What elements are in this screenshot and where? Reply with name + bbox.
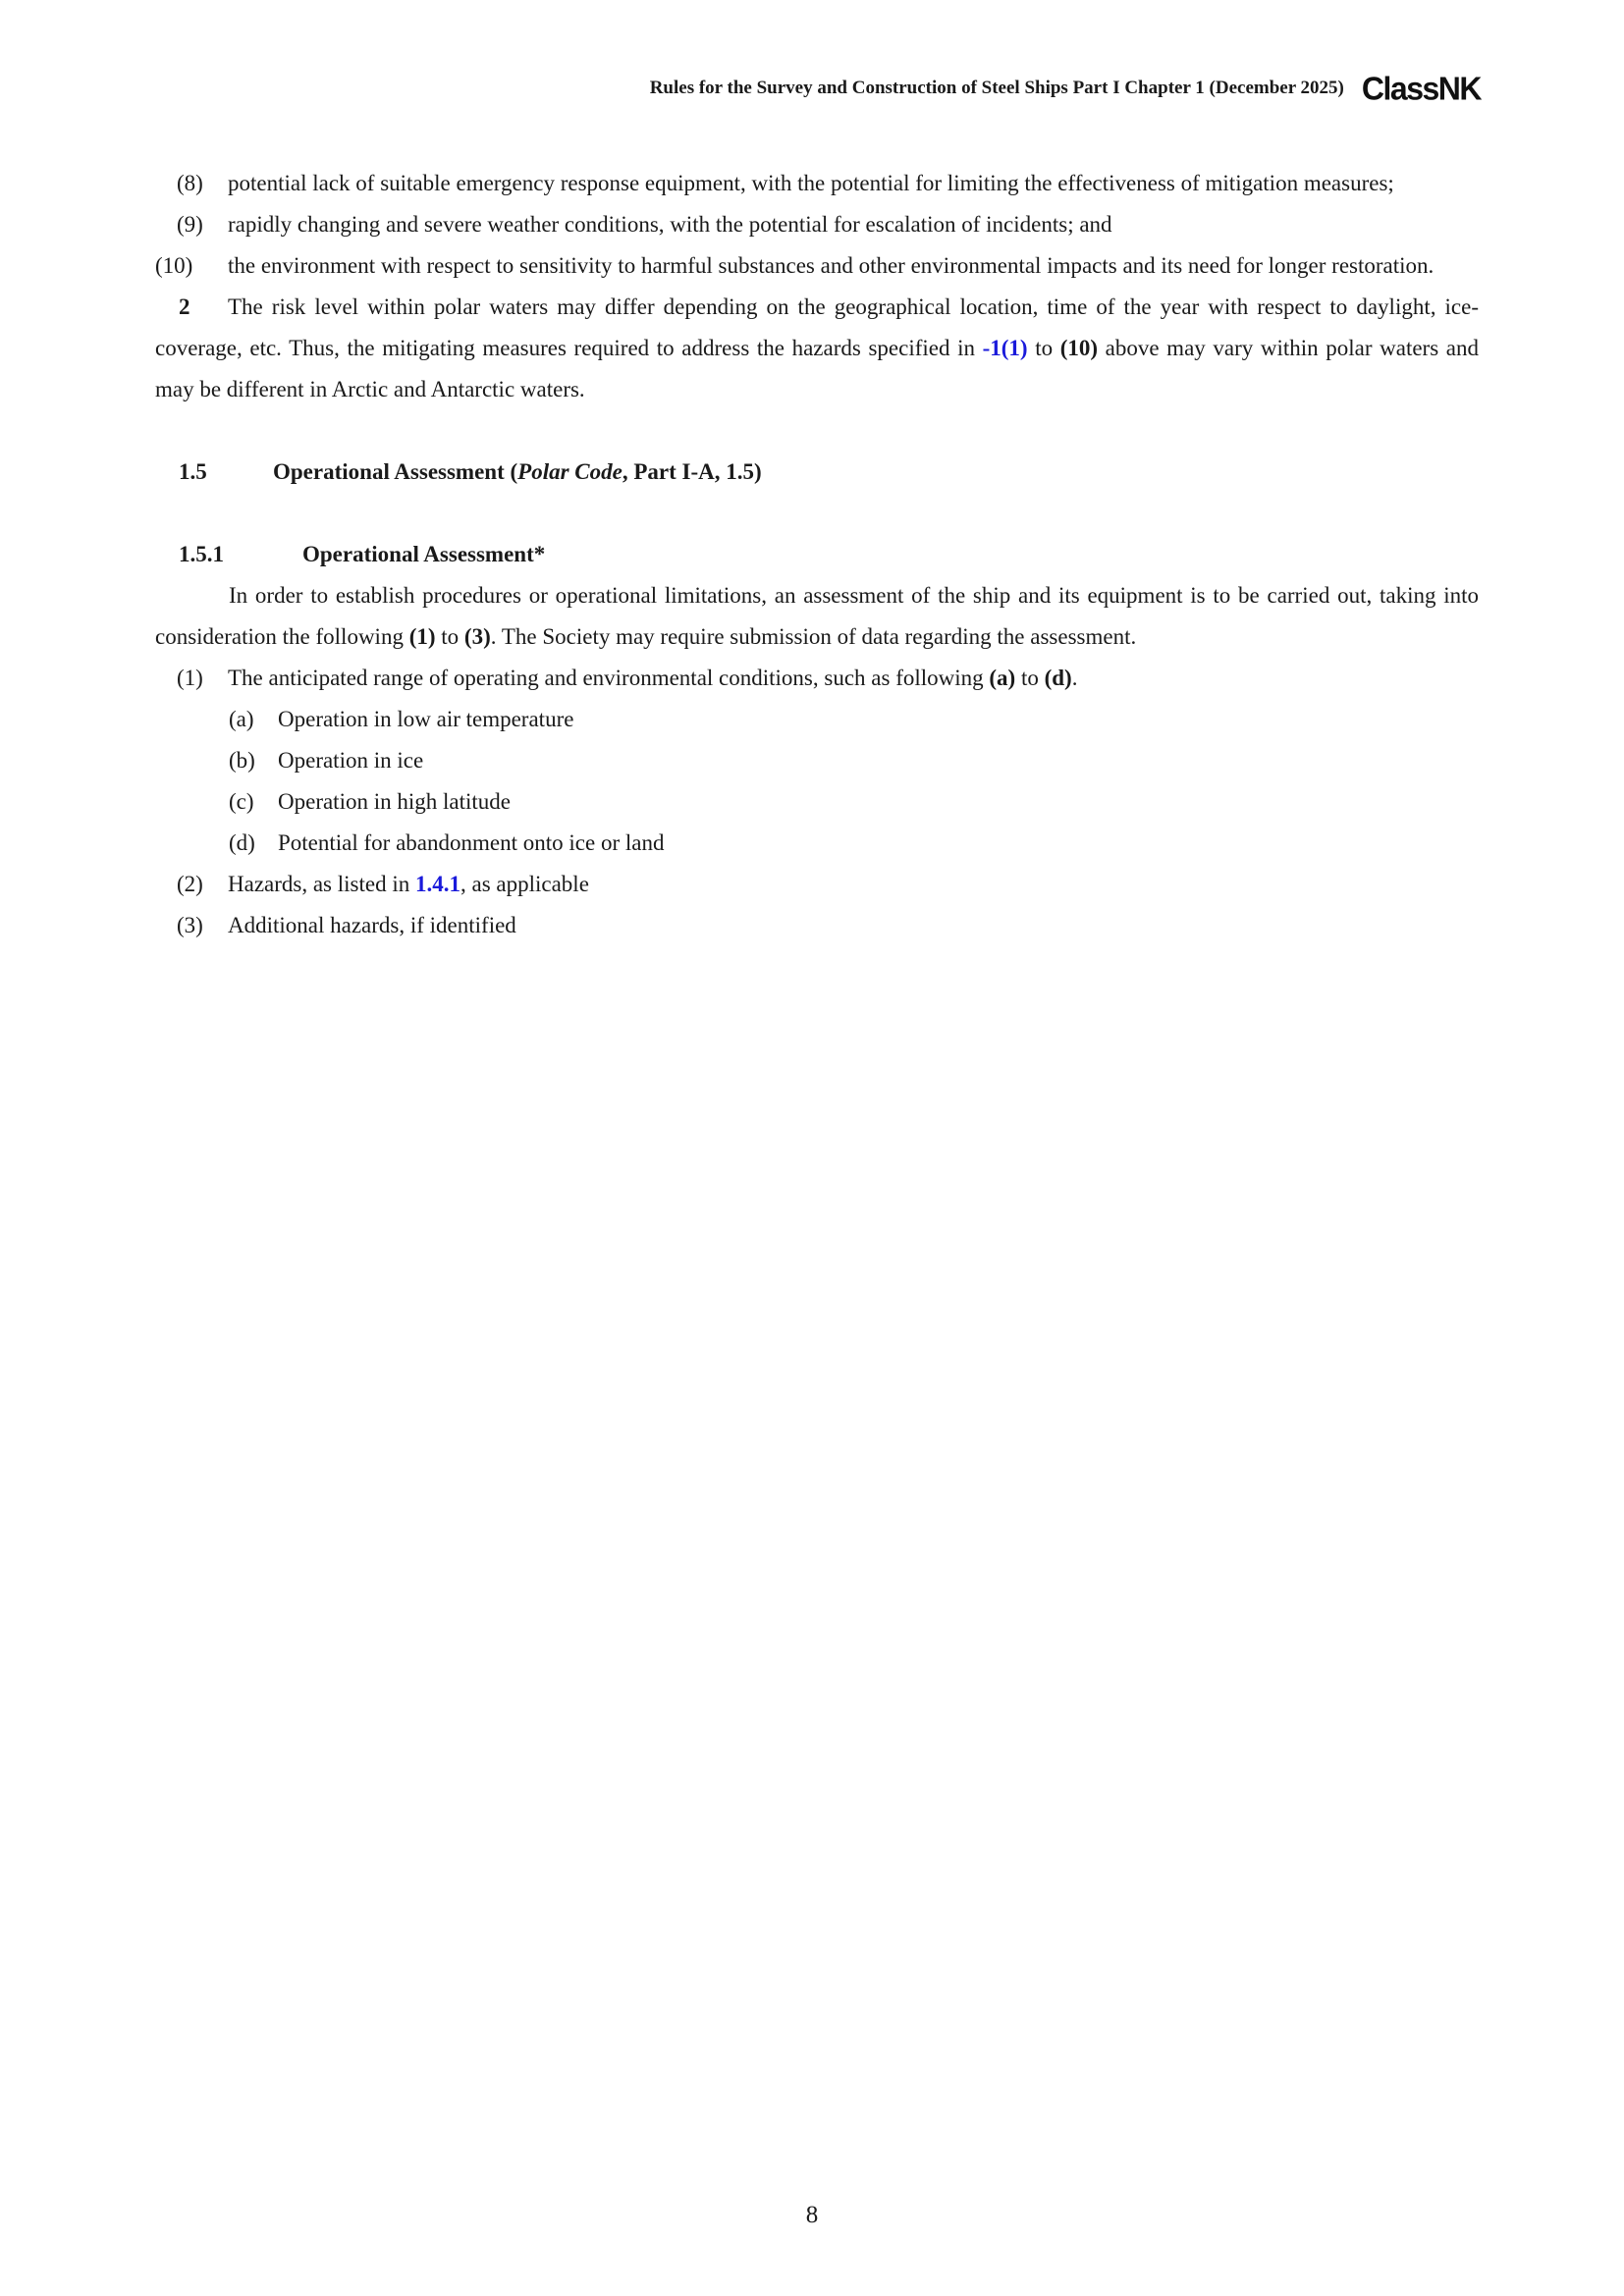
section-number: 1.5	[179, 459, 207, 484]
section-title-text: Operational Assessment (	[273, 459, 518, 484]
paragraph-2	[155, 287, 1479, 410]
bold-reference: (a)	[989, 666, 1016, 690]
subsection-title: Operational Assessment*	[302, 542, 546, 566]
paragraph-text: The risk level within polar waters may differ depending on the geographical location, time of the year with respect to daylight, ice-coverage, etc. Thus, the mitigating measures required to address the hazards specified in	[155, 294, 1479, 360]
bold-reference: (d)	[1044, 666, 1072, 690]
subsection-heading	[155, 534, 1479, 575]
paragraph-number: 2	[179, 294, 190, 319]
spacer	[155, 410, 1479, 452]
sub-list-item	[155, 781, 1479, 823]
list-item-number: (2)	[177, 872, 203, 896]
sub-list-item-text: Operation in high latitude	[278, 789, 511, 814]
list-item-text: Additional hazards, if identified	[228, 913, 516, 937]
list-item-text: rapidly changing and severe weather conditions, with the potential for escalation of incidents; and	[228, 212, 1112, 237]
list-item-text: The anticipated range of operating and environmental conditions, such as following	[228, 666, 990, 690]
sub-list-item-text: Operation in low air temperature	[278, 707, 574, 731]
list-item-number: (1)	[177, 666, 203, 690]
list-item	[155, 905, 1479, 946]
sub-list-item	[155, 823, 1479, 864]
sub-list-item	[155, 699, 1479, 740]
section-heading	[155, 452, 1479, 493]
list-item-text: the environment with respect to sensitivity to harmful substances and other environmental impacts and its need for longer restoration.	[228, 253, 1435, 278]
list-item	[155, 864, 1479, 905]
list-item	[155, 658, 1479, 699]
paragraph-text: . The Society may require submission of data regarding the assessment.	[490, 624, 1137, 649]
list-item	[155, 204, 1479, 245]
page-number: 8	[805, 2202, 819, 2228]
sub-list-item	[155, 740, 1479, 781]
page-content	[155, 163, 1479, 946]
list-item-number: (3)	[177, 913, 203, 937]
bold-reference: (3)	[463, 624, 491, 649]
paragraph-text: to	[1027, 336, 1060, 360]
paragraph-text: In order to establish procedures or operational limitations, an assessment of the ship and its equipment is to be carried out, taking into consideration the following	[155, 583, 1479, 649]
list-item-number: (8)	[177, 171, 203, 195]
list-item	[155, 245, 1479, 287]
page-header	[649, 70, 1481, 107]
bold-reference: (10)	[1059, 336, 1099, 360]
list-item-number: (9)	[177, 212, 203, 237]
list-item-number: (10)	[155, 253, 193, 278]
subsection-number: 1.5.1	[179, 542, 224, 566]
spacer	[155, 493, 1479, 534]
cross-reference-link[interactable]: -1(1)	[982, 336, 1028, 360]
list-item-text: to	[1015, 666, 1045, 690]
list-item-text: , as applicable	[460, 872, 589, 896]
section-title	[273, 452, 762, 493]
sub-list-item-text: Potential for abandonment onto ice or land	[278, 830, 665, 855]
list-item-text: Hazards, as listed in	[228, 872, 415, 896]
cross-reference-link[interactable]: 1.4.1	[414, 872, 460, 896]
sub-list-item-number: (d)	[229, 830, 255, 855]
bold-reference: (1)	[408, 624, 436, 649]
section-title-text: , Part I-A, 1.5)	[622, 459, 762, 484]
sub-list-item-text: Operation in ice	[278, 748, 424, 773]
sub-list-item-number: (a)	[229, 707, 254, 731]
sub-list-item-number: (b)	[229, 748, 255, 773]
section-title-italic: Polar Code	[517, 459, 623, 484]
paragraph-text: to	[435, 624, 464, 649]
classnk-logo: ClassNK	[1361, 70, 1481, 107]
list-item	[155, 163, 1479, 204]
header-title: Rules for the Survey and Construction of Steel Ships Part I Chapter 1 (December 2025)	[649, 78, 1344, 98]
list-item-text: .	[1071, 666, 1078, 690]
list-item-text: potential lack of suitable emergency response equipment, with the potential for limiting the effectiveness of mitigation measures;	[228, 171, 1394, 195]
intro-paragraph	[155, 575, 1479, 658]
sub-list-item-number: (c)	[229, 789, 254, 814]
paragraph-text: above may vary within polar waters and may be different in Arctic and Antarctic waters.	[155, 336, 1479, 401]
